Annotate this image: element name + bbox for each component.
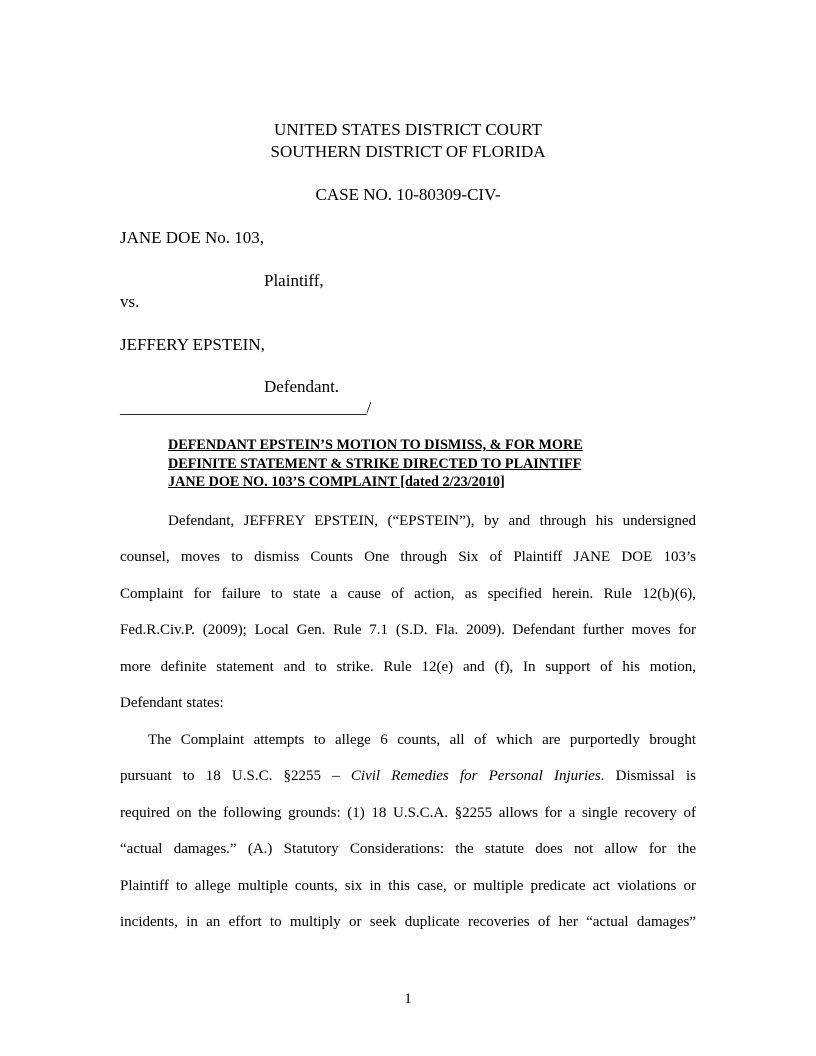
statute-citation: pursuant to 18 U.S.C. §2255 –: [120, 768, 351, 784]
statute-title: Civil Remedies for Personal Injuries: [350, 768, 601, 784]
paragraph-line: Plaintiff to allege multiple counts, six in this case, or multiple predicate act violations or: [120, 878, 696, 894]
dismissal-clause: . Dismissal is: [600, 768, 696, 784]
motion-title-line: JANE DOE NO. 103’S COMPLAINT [dated 2/23/2010]: [168, 474, 505, 490]
case-number: CASE NO. 10-80309-CIV-: [315, 185, 501, 204]
paragraph-line: Fed.R.Civ.P. (2009); Local Gen. Rule 7.1 (S.D. Fla. 2009). Defendant further moves for: [120, 622, 696, 638]
court-name: UNITED STATES DISTRICT COURT: [274, 120, 542, 139]
versus: vs.: [120, 292, 140, 311]
paragraph-line: Defendant, JEFFREY EPSTEIN, (“EPSTEIN”), by and through his undersigned: [168, 513, 696, 529]
paragraph-line: counsel, moves to dismiss Counts One through Six of Plaintiff JANE DOE 103’s: [120, 549, 696, 565]
motion-title-line: DEFINITE STATEMENT & STRIKE DIRECTED TO PLAINTIFF: [168, 456, 582, 472]
paragraph-line-statute: [120, 767, 696, 785]
defendant-role: Defendant.: [264, 377, 340, 396]
paragraph-line: “actual damages.” (A.) Statutory Considerations: the statute does not allow for the: [120, 841, 696, 857]
paragraph-line: Defendant states:: [120, 695, 224, 711]
paragraph-line: incidents, in an effort to multiply or seek duplicate recoveries of her “actual damages”: [120, 914, 696, 930]
paragraph-line: Complaint for failure to state a cause of action, as specified herein. Rule 12(b)(6),: [120, 586, 696, 602]
plaintiff-name: JANE DOE No. 103,: [120, 228, 265, 247]
paragraph-line: The Complaint attempts to allege 6 counts, all of which are purportedly brought: [148, 732, 696, 748]
motion-title-line: DEFENDANT EPSTEIN’S MOTION TO DISMISS, & FOR MORE: [168, 437, 583, 453]
paragraph-line: more definite statement and to strike. Rule 12(e) and (f), In support of his motion,: [120, 659, 696, 675]
page-number: 1: [404, 991, 412, 1007]
caption-separator: _____________________________/: [120, 398, 372, 417]
court-district: SOUTHERN DISTRICT OF FLORIDA: [270, 142, 546, 161]
paragraph-line: required on the following grounds: (1) 18 U.S.C.A. §2255 allows for a single recovery of: [120, 805, 696, 821]
plaintiff-role: Plaintiff,: [264, 271, 324, 290]
defendant-name: JEFFERY EPSTEIN,: [120, 335, 265, 354]
